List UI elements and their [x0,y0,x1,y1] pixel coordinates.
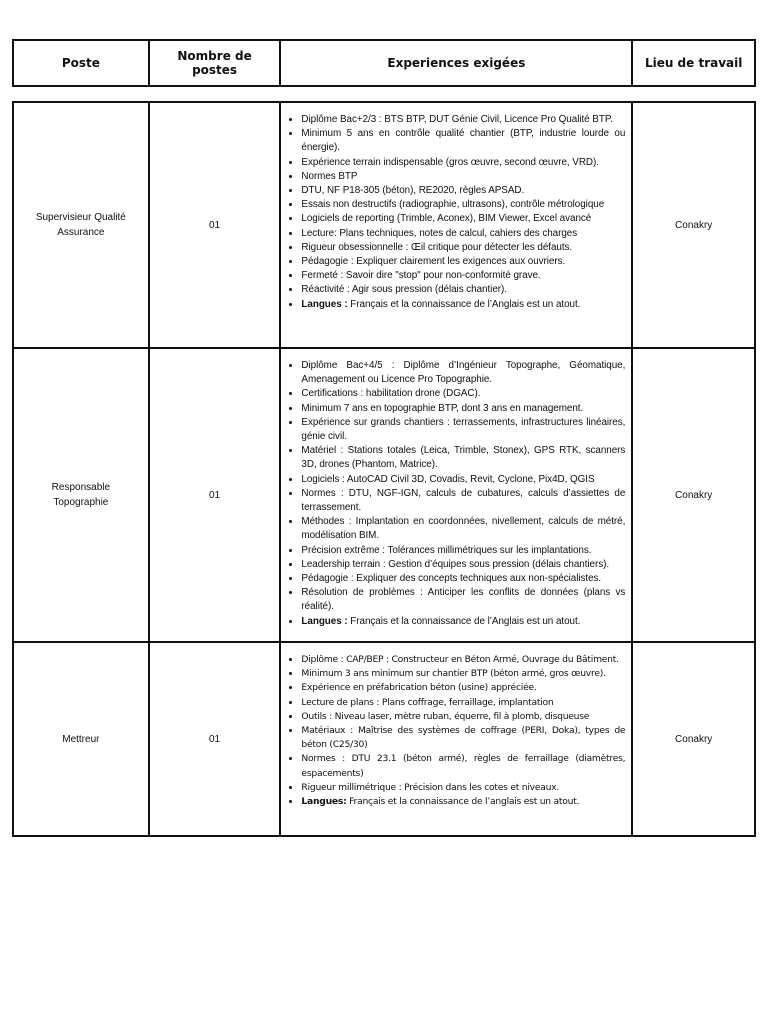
header-experiences-exigees: Experiences exigées [280,40,632,86]
table-header [12,39,756,87]
list-item: • Rigueur millimétrique : Précision dans les cotes et niveaux. [301,781,625,795]
list-item: • Normes BTP [301,170,625,184]
list-item: • Résolution de problèmes : Anticiper les conflits de données (plans vs réalité). [301,586,625,614]
list-item: • Matériaux : Maîtrise des systèmes de coffrage (PERI, Doka), types de béton (C25/30) [301,724,625,752]
list-item: • Logiciels : AutoCAD Civil 3D, Covadis, Revit, Cyclone, Pix4D, QGIS [301,473,625,487]
languages-item [301,795,625,809]
job-location: Conakry [632,102,755,348]
list-item: • Méthodes : Implantation en coordonnées, nivellement, calculs de métré, modélisation BIM. [301,515,625,543]
list-item: • Normes : DTU, NGF-IGN, calculs de cubatures, calculs d’assiettes de terrassement. [301,487,625,515]
list-item: • Rigueur obsessionnelle : Œil critique pour détecter les défauts. [301,241,625,255]
list-item: • Certifications : habilitation drone (DGAC). [301,387,625,401]
job-requirements [280,102,632,348]
list-item: • Matériel : Stations totales (Leica, Trimble, Stonex), GPS RTK, scanners 3D, drones (Phantom, Matrice). [301,444,625,472]
list-item: • Logiciels de reporting (Trimble, Aconex), BIM Viewer, Excel avancé [301,212,625,226]
table-row [13,642,755,836]
list-item: • Expérience en préfabrication béton (usine) appréciée. [301,681,625,695]
job-requirements [280,642,632,836]
requirements-list [287,359,625,629]
list-item: • Essais non destructifs (radiographie, ultrasons), contrôle métrologique [301,198,625,212]
list-item: • Lecture: Plans techniques, notes de calcul, cahiers des charges [301,227,625,241]
job-title: Supervisieur Qualité Assurance [13,102,149,348]
requirements-list [287,653,625,809]
list-item: • Expérience sur grands chantiers : terrassements, infrastructures linéaires, génie civil. [301,416,625,444]
list-item: • Minimum 3 ans minimum sur chantier BTP (béton armé, gros œuvre). [301,667,625,681]
job-title: Mettreur [13,642,149,836]
job-count: 01 [149,348,281,642]
list-item: • Diplôme Bac+4/5 : Diplôme d’Ingénieur Topographe, Géomatique, Amenagement ou Licence Pro Topographie. [301,359,625,387]
list-item: • Fermeté : Savoir dire "stop" pour non-conformité grave. [301,269,625,283]
languages-label: Langues: [301,796,347,808]
languages-item [301,298,625,312]
list-item: • DTU, NF P18-305 (béton), RE2020, règles APSAD. [301,184,625,198]
list-item: • Expérience terrain indispensable (gros œuvre, second œuvre, VRD). [301,156,625,170]
list-item: • Précision extrême : Tolérances millimétriques sur les implantations. [301,544,625,558]
job-requirements [280,348,632,642]
list-item: • Normes : DTU 23.1 (béton armé), règles de ferraillage (diamètres, espacements) [301,752,625,780]
list-item: • Leadership terrain : Gestion d’équipes sous pression (délais chantiers). [301,558,625,572]
list-item: • Pédagogie : Expliquer des concepts techniques aux non-spécialistes. [301,572,625,586]
job-count: 01 [149,642,281,836]
header-row [13,40,755,86]
job-location: Conakry [632,642,755,836]
job-location: Conakry [632,348,755,642]
job-title: Responsable Topographie [13,348,149,642]
header-nombre-de-postes: Nombre de postes [149,40,281,86]
languages-text: Français et la connaissance de l’anglais est un atout. [346,796,580,808]
requirements-list [287,113,625,312]
job-table [12,101,756,837]
list-item: • Minimum 5 ans en contrôle qualité chantier (BTP, industrie lourde ou énergie). [301,127,625,155]
header-poste: Poste [13,40,149,86]
table-row [13,102,755,348]
languages-text: Français et la connaissance de l’Anglais est un atout. [347,615,581,627]
job-count: 01 [149,102,281,348]
list-item: • Diplôme : CAP/BEP : Constructeur en Béton Armé, Ouvrage du Bâtiment. [301,653,625,667]
list-item: • Lecture de plans : Plans coffrage, ferraillage, implantation [301,696,625,710]
list-item: • Outils : Niveau laser, mètre ruban, équerre, fil à plomb, disqueuse [301,710,625,724]
languages-label: Langues : [301,298,348,310]
languages-item [301,615,625,629]
list-item: • Diplôme Bac+2/3 : BTS BTP, DUT Génie Civil, Licence Pro Qualité BTP. [301,113,625,127]
list-item: • Minimum 7 ans en topographie BTP, dont 3 ans en management. [301,402,625,416]
languages-label: Langues : [301,615,348,627]
list-item: • Pédagogie : Expliquer clairement les exigences aux ouvriers. [301,255,625,269]
header-lieu-de-travail: Lieu de travail [632,40,755,86]
languages-text: Français et la connaissance de l’Anglais est un atout. [347,298,581,310]
list-item: • Réactivité : Agir sous pression (délais chantier). [301,283,625,297]
table-row [13,348,755,642]
